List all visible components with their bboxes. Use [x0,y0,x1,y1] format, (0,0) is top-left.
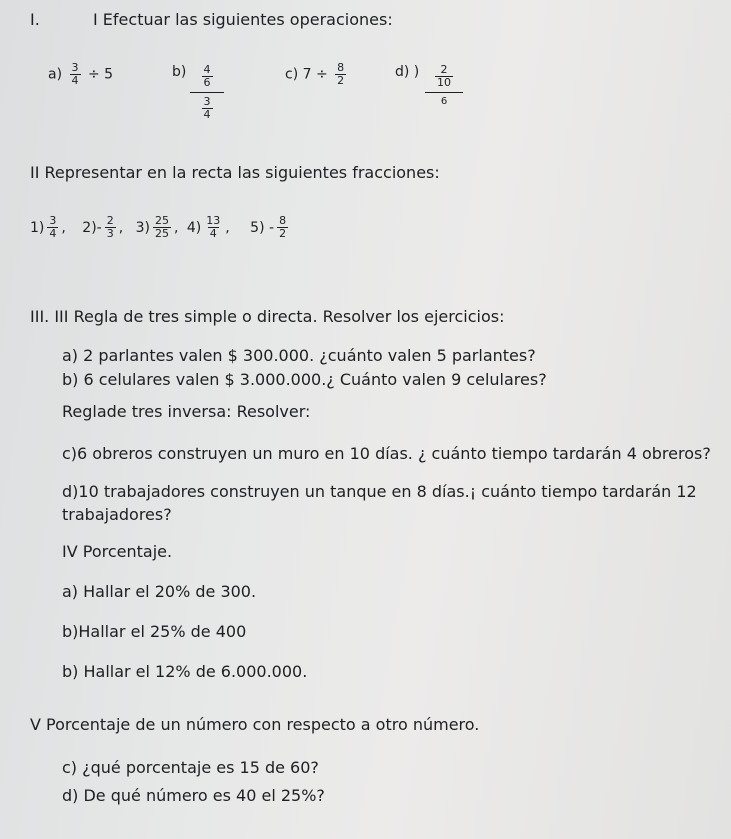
section1-number: I. [30,10,40,29]
inverse-rule-title: Reglade tres inversa: Resolver: [62,402,311,421]
exercise-5d: d) De qué número es 40 el 25%? [62,786,325,805]
exercise-3d-line2: trabajadores? [62,505,172,524]
exercise-1a [48,62,113,87]
exercise-3d-line1: d)10 trabajadores construyen un tanque en 8 días.¡ cuánto tiempo tardarán 12 [62,482,697,501]
exercise-1b-label: b) [172,64,187,80]
section4-title: IV Porcentaje. [62,542,173,561]
fraction-2-10: $\frac{2}{10}$ [437,63,451,89]
fraction-8-2: $\frac{8}{2}$ [337,61,345,87]
fraction-item-1: 1) $\frac{3}{4}$ , [30,214,66,240]
main-fraction-bar-d [425,92,463,93]
exercise-4b: b)Hallar el 25% de 400 [62,622,247,641]
exercise-1d-bottom: 6 [440,96,448,107]
exercise-1c-prefix: 7 ÷ [302,66,328,83]
fractions-list [30,215,291,240]
exercise-1a-operation: ÷ 5 [87,66,114,83]
exercise-3b: b) 6 celulares valen $ 3.000.000.¿ Cuánto valen 9 celulares? [62,370,547,389]
fraction-3-4: $\frac{3}{4}$ [71,61,79,87]
section5-title: V Porcentaje de un número con respecto a otro número. [30,715,480,734]
exercise-4a: a) Hallar el 20% de 300. [62,582,257,601]
section3-title: III. III Regla de tres simple o directa. Resolver los ejercicios: [30,307,505,326]
exercise-1b-complex-fraction [190,64,224,121]
exercise-4b-second: b) Hallar el 12% de 6.000.000. [62,662,308,681]
fraction-item-3: 3) $\frac{25}{25}$ , [135,214,179,240]
exercise-3a: a) 2 parlantes valen $ 300.000. ¿cuánto valen 5 parlantes? [62,346,536,365]
exercise-5c: c) ¿qué porcentaje es 15 de 60? [62,758,319,777]
exercise-1d-label: d) ) [395,64,420,80]
fraction-item-5: 5) - $\frac{8}{2}$ [250,214,287,240]
fraction-item-4: 4) $\frac{13}{4}$ , [186,214,230,240]
main-fraction-bar [190,92,224,93]
exercise-1a-label: a) [48,66,63,83]
exercise-1c-label: c) [285,66,299,83]
exercise-3c: c)6 obreros construyen un muro en 10 días. ¿ cuánto tiempo tardarán 4 obreros? [62,444,711,463]
fraction-3-4-bottom: $\frac{3}{4}$ [203,95,211,121]
fraction-item-2: 2)- $\frac{2}{3}$ , [82,214,124,240]
exercise-1c [285,62,349,87]
section1-title: I Efectuar las siguientes operaciones: [93,10,393,29]
exercise-1d-complex-fraction [425,64,463,107]
section2-title: II Representar en la recta las siguientes fracciones: [30,163,440,182]
fraction-4-6: $\frac{4}{6}$ [203,63,211,89]
